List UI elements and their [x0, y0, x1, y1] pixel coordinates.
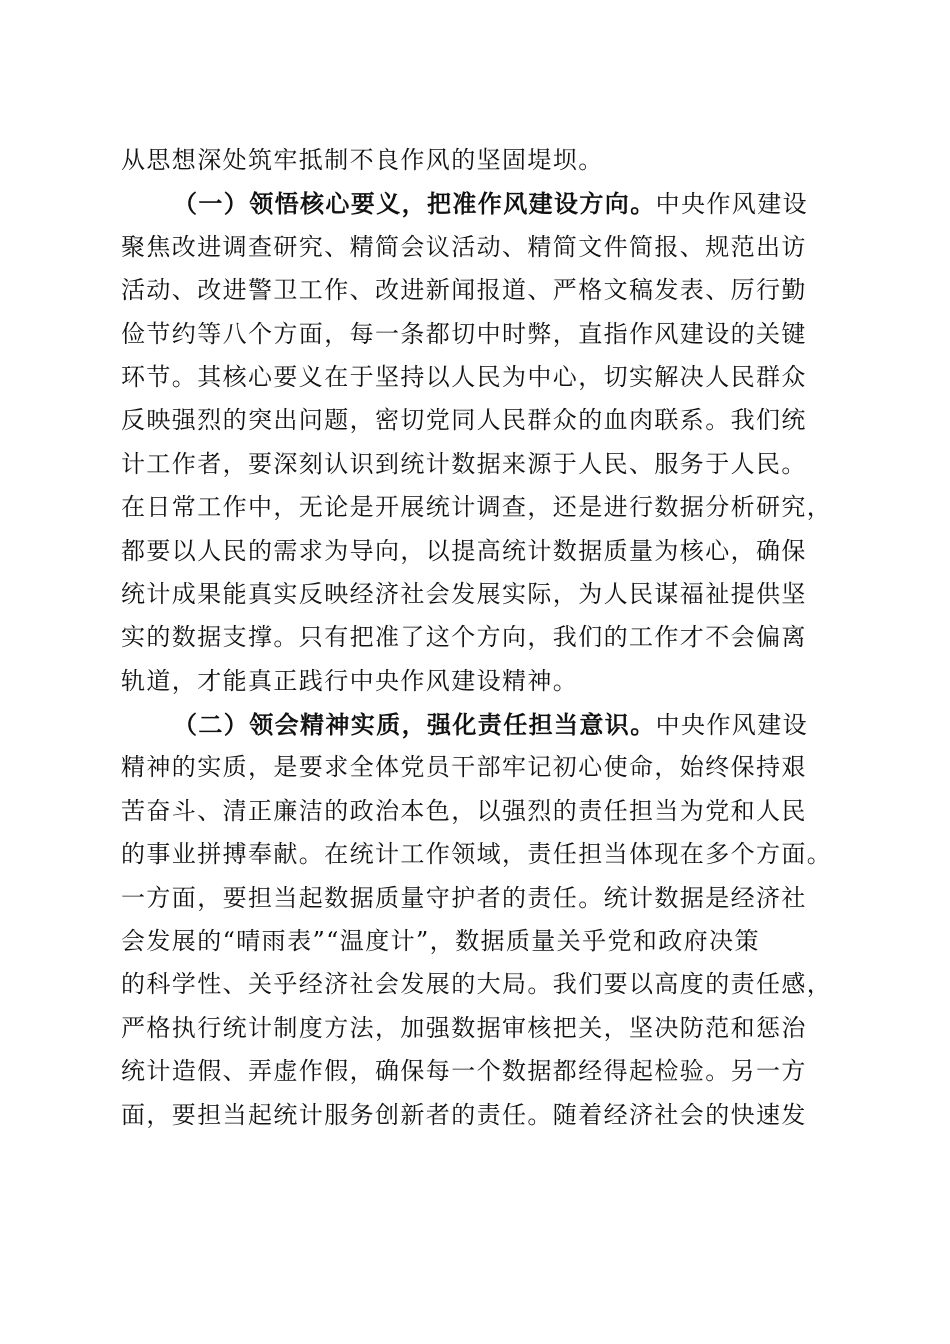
text-line: 俭节约等八个方面，每一条都切中时弊，直指作风建设的关键: [121, 319, 807, 348]
text-line: 环节。其核心要义在于坚持以人民为中心，切实解决人民群众: [121, 362, 807, 391]
section-1-first-line: [121, 182, 833, 225]
text-line: 都要以人民的需求为导向，以提高统计数据质量为核心，确保: [121, 536, 807, 565]
text-line: 统计成果能真实反映经济社会发展实际，为人民谋福祉提供坚: [121, 579, 807, 608]
text-line: 苦奋斗、清正廉洁的政治本色，以强烈的责任担当为党和人民: [121, 796, 807, 825]
text-line: 面，要担当起统计服务创新者的责任。随着经济社会的快速发: [121, 1100, 807, 1129]
document-body: [121, 139, 833, 1137]
text-line: 会发展的“晴雨表”“温度计”，数据质量关乎党和政府决策: [121, 927, 760, 956]
text-line: 活动、改进警卫工作、改进新闻报道、严格文稿发表、厉行勤: [121, 276, 807, 305]
text-line: 实的数据支撑。只有把准了这个方向，我们的工作才不会偏离: [121, 623, 807, 652]
section-1-lead-text: 中央作风建设: [655, 190, 809, 219]
section-2-lead-text: 中央作风建设: [655, 711, 809, 740]
text-line: 精神的实质，是要求全体党员干部牢记初心使命，始终保持艰: [121, 753, 807, 782]
section-1-heading: （一）领悟核心要义，把准作风建设方向。: [173, 189, 656, 219]
section-2-heading: （二）领会精神实质，强化责任担当意识。: [173, 710, 656, 740]
text-line: 反映强烈的突出问题，密切党同人民群众的血肉联系。我们统: [121, 406, 807, 435]
text-line: 在日常工作中，无论是开展统计调查，还是进行数据分析研究，: [121, 493, 833, 522]
text-line: 计工作者，要深刻认识到统计数据来源于人民、服务于人民。: [121, 449, 807, 478]
text-line: 从思想深处筑牢抵制不良作风的坚固堤坝。: [121, 146, 604, 174]
text-line: 聚焦改进调查研究、精简会议活动、精简文件简报、规范出访: [121, 232, 807, 261]
section-2-first-line: [121, 703, 833, 746]
text-line: 的事业拼搏奉献。在统计工作领域，责任担当体现在多个方面。: [121, 840, 833, 869]
text-line: 一方面，要担当起数据质量守护者的责任。统计数据是经济社: [121, 883, 807, 912]
text-line: 轨道，才能真正践行中央作风建设精神。: [121, 666, 579, 695]
text-line: 严格执行统计制度方法，加强数据审核把关，坚决防范和惩治: [121, 1013, 807, 1042]
text-line: 的科学性、关乎经济社会发展的大局。我们要以高度的责任感，: [121, 970, 833, 999]
text-line: 统计造假、弄虚作假，确保每一个数据都经得起检验。另一方: [121, 1057, 807, 1086]
